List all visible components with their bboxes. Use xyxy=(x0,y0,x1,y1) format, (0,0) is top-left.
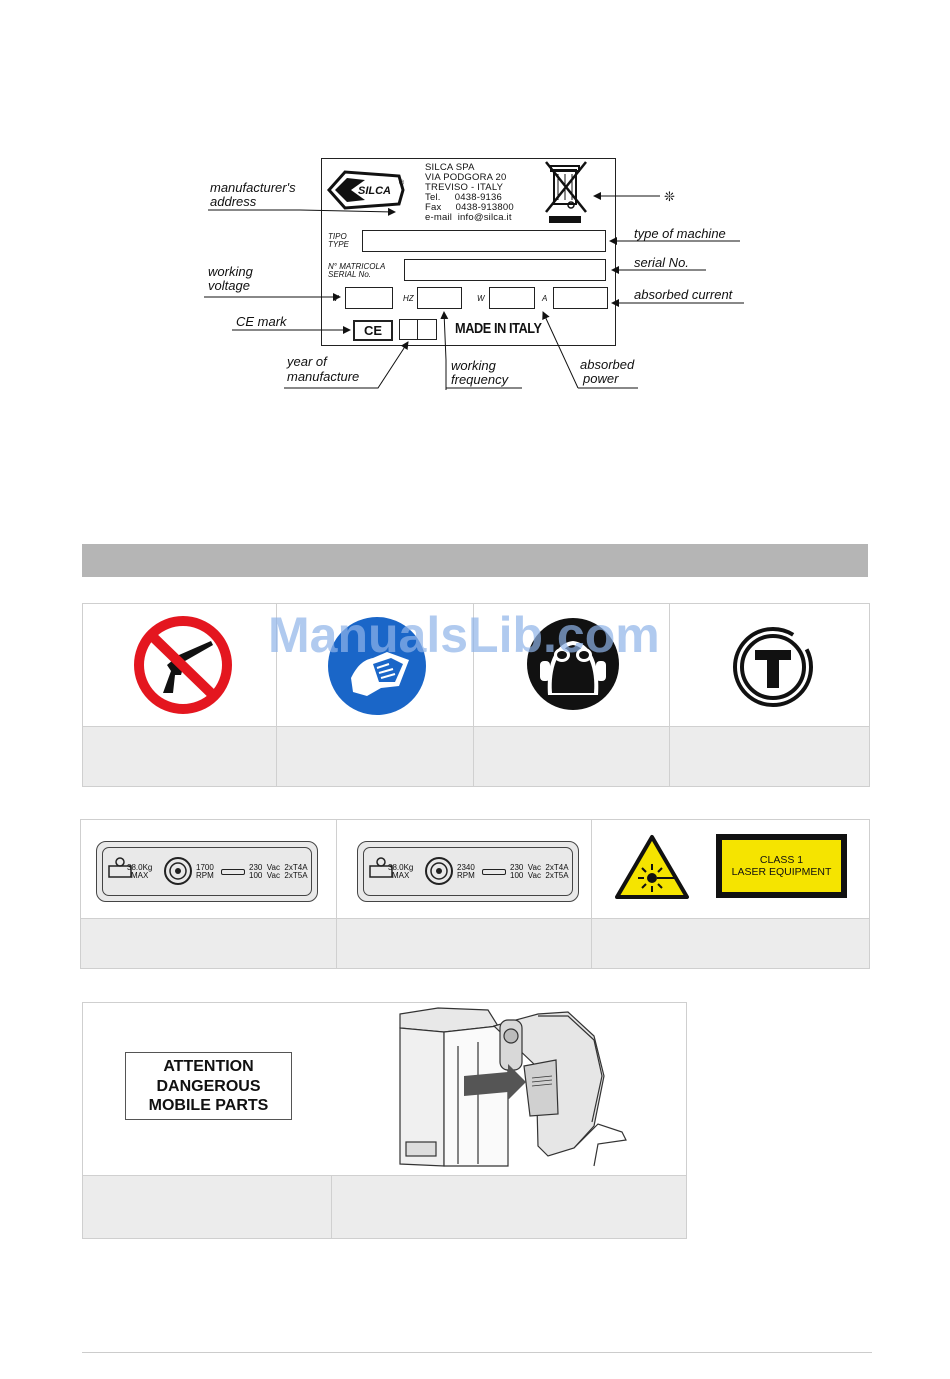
callout-year-2: manufacture xyxy=(287,369,360,384)
col-divider-5 xyxy=(591,820,592,968)
label-caption-row xyxy=(81,918,869,968)
weight-max: MAX xyxy=(392,871,410,880)
laser-class-line-2: LASER EQUIPMENT xyxy=(731,866,832,878)
callout-freq-1: working xyxy=(451,358,496,373)
weee-footnote-symbol: ❊ xyxy=(664,189,675,204)
callout-year-1: year of xyxy=(287,354,327,369)
tipo-text: TIPO xyxy=(328,232,347,241)
rating-label-left xyxy=(96,841,318,902)
voltage-line-1: 230 Vac 2xT4A xyxy=(510,863,569,872)
attention-caption-row xyxy=(83,1175,686,1238)
watermark: ManualsLib.com xyxy=(268,607,660,663)
serial-text: SERIAL No. xyxy=(328,270,371,279)
registered-mark: ® xyxy=(399,180,405,187)
rpm-value: 1700 xyxy=(196,863,214,872)
row-divider-3 xyxy=(83,1175,686,1176)
col-divider-3 xyxy=(669,604,670,786)
callout-manufacturer-1: manufacturer's xyxy=(210,180,296,195)
spindle-icon xyxy=(163,856,193,886)
hz-label: HZ xyxy=(403,294,414,303)
v-label: V xyxy=(333,294,339,303)
w-label: W xyxy=(477,294,485,303)
section-header-bar xyxy=(82,544,868,577)
svg-text:SILCA: SILCA xyxy=(358,185,391,197)
callout-freq-2: frequency xyxy=(451,372,509,387)
attention-line-2: DANGEROUS xyxy=(156,1077,261,1095)
weight-value: 38.0Kg xyxy=(388,863,414,872)
attention-line-1: ATTENTION xyxy=(163,1058,254,1075)
fuse-symbol xyxy=(482,869,506,875)
col-divider-6 xyxy=(331,1175,332,1238)
fuse-symbol xyxy=(221,869,245,875)
no-air-gun-icon xyxy=(133,615,233,715)
callout-absorbed-current: absorbed current xyxy=(634,287,733,302)
callout-voltage-2: voltage xyxy=(208,278,250,293)
matricola-text: N° MATRICOLA xyxy=(328,262,386,271)
callout-type-of-machine: type of machine xyxy=(634,226,726,241)
laser-class-label-inner xyxy=(722,840,841,892)
rating-label-right xyxy=(357,841,579,902)
company-city: TREVISO - ITALY xyxy=(425,182,504,193)
spindle-icon xyxy=(424,856,454,886)
col-divider-4 xyxy=(336,820,337,968)
company-name: SILCA SPA xyxy=(425,162,475,173)
row-divider xyxy=(83,726,869,727)
t-circle-icon xyxy=(731,624,817,710)
laser-warning-icon xyxy=(614,834,690,900)
sign-caption-row xyxy=(83,726,869,786)
callout-serial-no: serial No. xyxy=(634,255,689,270)
company-email: e-mail info@silca.it xyxy=(425,212,512,223)
rpm-value: 2340 xyxy=(457,863,475,872)
rpm-unit: RPM xyxy=(457,871,475,880)
voltage-line-2: 100 Vac 2xT5A xyxy=(510,871,569,880)
row-divider-2 xyxy=(81,918,869,919)
company-street: VIA PODGORA 20 xyxy=(425,172,507,183)
callout-leaders xyxy=(0,0,950,400)
callout-power-1: absorbed xyxy=(580,357,635,372)
type-text: TYPE xyxy=(328,240,349,249)
ce-mark-text: CE xyxy=(363,323,383,338)
attention-line-3: MOBILE PARTS xyxy=(148,1097,269,1114)
rpm-unit: RPM xyxy=(196,871,214,880)
company-fax: Fax 0438-913800 xyxy=(425,202,514,213)
voltage-line-2: 100 Vac 2xT5A xyxy=(249,871,308,880)
laser-class-label xyxy=(716,834,847,898)
callout-power-2: power xyxy=(583,371,619,386)
footer-rule xyxy=(82,1352,872,1353)
voltage-line-1: 230 Vac 2xT4A xyxy=(249,863,308,872)
made-in-italy: MADE IN ITALY xyxy=(455,320,542,337)
callout-voltage-1: working xyxy=(208,264,253,279)
callout-manufacturer-2: address xyxy=(210,194,257,209)
callout-ce-mark: CE mark xyxy=(236,314,287,329)
machine-drawing xyxy=(398,1006,630,1168)
weight-max: MAX xyxy=(131,871,149,880)
laser-class-line-1: CLASS 1 xyxy=(759,854,804,866)
weight-value: 38.0Kg xyxy=(127,863,153,872)
a-label: A xyxy=(542,294,548,303)
attention-label xyxy=(125,1052,292,1120)
company-tel: Tel. 0438-9136 xyxy=(425,192,503,203)
